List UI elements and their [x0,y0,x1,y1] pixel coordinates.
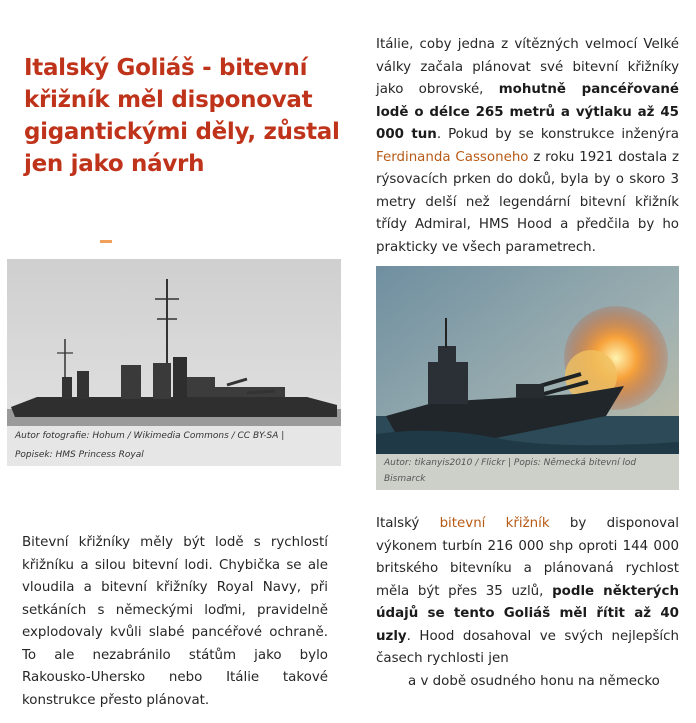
caption-line: Autor fotografie: Hohum / Wikimedia Commons / CC BY-SA | [15,431,285,441]
text-segment: Italský [376,516,440,531]
article-title: Italský Goliáš - bitevní křižník měl disponovat gigantickými děly, zůstal jen jako návrh [24,55,340,177]
painting-bismarck [376,266,679,490]
link-bitevni-krizník[interactable]: bitevní křižník [439,516,550,531]
paragraph-battlecruisers [22,532,328,712]
text-segment: . Pokud by se konstrukce inženýra [436,127,679,142]
paragraph-italian-cruiser [376,513,679,693]
link-ferdinanda-cassoneho[interactable]: Ferdinanda Cassoneho [376,149,529,165]
text-segment: Itálie, coby jedna z vítězných velmocí Velké války začala plánovat své bitevní křižníky jako obrovské, [376,37,679,97]
text-segment: by disponoval výkonem turbín 216 000 shp oproti 144 000 britského bitevníku a plánovaná rychlost měla být přes 35 uzlů, [376,516,679,599]
bold-text: mohutně pancéřované lodě o délce 265 metrů a výtlaku až 45 000 tun [376,82,679,142]
paragraph-intro [376,34,679,259]
bold-text: podle některých údajů se tento Goliáš měl řítit až 40 uzly [376,583,679,644]
text-segment: . Hood dosahoval ve svých nejlepších časech rychlosti jen [376,628,679,666]
photo-caption [7,426,341,466]
text-segment: Bitevní křižníky měly být lodě s rychlostí křižníku a silou bitevní lodi. Chybička se ale vloudila a bitevní křižníky Royal Navy, při setkáních s německými loďmi, pravidelně explodovaly kvůli slabé pancéřové ochraně. To ale nezabránilo státům jako bylo Rakousko-Uhersko nebo Itálie takové konstrukce přesto plánovat. [22,535,328,708]
photo-hms-princess-royal [7,259,341,466]
painting-caption: Autor: tikanyis2010 / Flickr | Popis: Německá bitevní lod Bismarck [376,454,679,490]
text-segment: z roku 1921 dostala z rýsovacích prken do doků, byla by o skoro 3 metry delší než legendární bitevní křižník třídy Admiral, HMS Hood a předčila by ho prakticky ve všech parametrech. [376,149,680,255]
caption-line: Popisek: HMS Princess Royal [15,450,144,460]
text-segment: a v době osudného honu na německo [408,673,660,689]
decorative-dash [100,240,112,243]
